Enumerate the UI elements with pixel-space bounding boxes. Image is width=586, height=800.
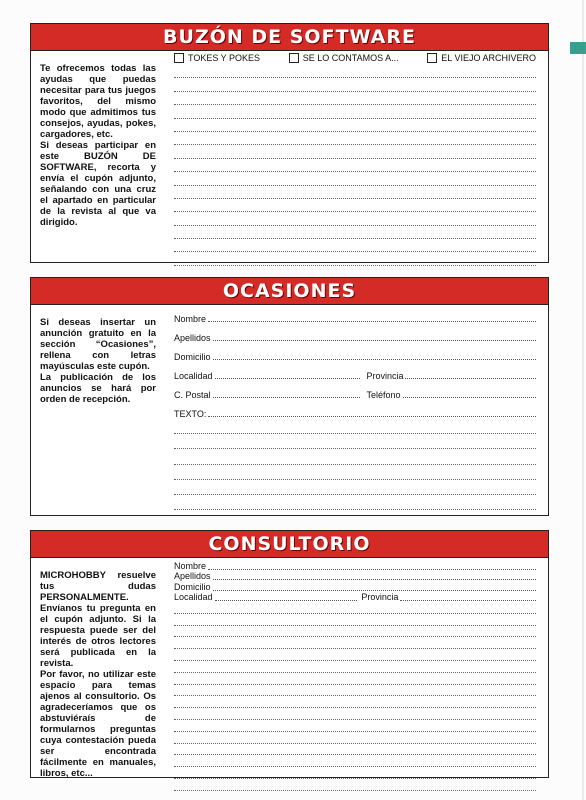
- ocasiones-coupon: [30, 277, 549, 516]
- write-line[interactable]: [174, 495, 536, 510]
- telefono-input[interactable]: [403, 387, 537, 398]
- localidad-input[interactable]: [215, 590, 358, 601]
- provincia-field[interactable]: [366, 362, 536, 381]
- write-line[interactable]: [174, 685, 536, 697]
- software-description-p2: Si deseas participar en este BUZÓN DE SOFTWARE, recorta y envía el cupón adjunto, señalando con una cruz el apartado en particular de la revista al que va dirigido.: [40, 140, 156, 228]
- ocasiones-text-lines[interactable]: [174, 419, 536, 510]
- telefono-label: Teléfono: [366, 390, 401, 400]
- apellidos-label: Apellidos: [174, 333, 211, 343]
- option-label: EL VIEJO ARCHIVERO: [441, 53, 536, 63]
- localidad-field[interactable]: [174, 592, 357, 603]
- domicilio-input[interactable]: [213, 580, 536, 591]
- option-viejo-archivero[interactable]: [427, 53, 536, 63]
- consultorio-coupon: [30, 530, 549, 778]
- write-line[interactable]: [174, 602, 536, 614]
- software-description: [40, 63, 156, 228]
- write-line[interactable]: [174, 480, 536, 495]
- software-title: BUZÓN DE SOFTWARE: [163, 26, 416, 48]
- write-line[interactable]: [174, 649, 536, 661]
- consultorio-question-lines[interactable]: [174, 602, 536, 791]
- consultorio-description-p1: MICROHOBBY resuelve tus dudas PERSONALMENTE. Envíanos tu pregunta en el cupón adjunto. Si la respuesta puede ser del interés de otros lectores será publicada en la revista.: [40, 570, 156, 669]
- provincia-input[interactable]: [400, 590, 536, 601]
- checkbox-se-lo-contamos[interactable]: [289, 53, 299, 63]
- ocasiones-form: [174, 305, 536, 510]
- option-tokes-y-pokes[interactable]: [174, 53, 260, 63]
- cpostal-input[interactable]: [213, 387, 361, 398]
- write-line[interactable]: [174, 145, 536, 158]
- software-description-p1: Te ofrecemos todas las ayudas que puedas necesitar para tus juegos favoritos, del mismo modo que admitimos tus consejos, ayudas, pokes, cargadores, etc.: [40, 63, 156, 140]
- write-line[interactable]: [174, 419, 536, 434]
- write-line[interactable]: [174, 755, 536, 767]
- write-line[interactable]: [174, 767, 536, 779]
- write-line[interactable]: [174, 226, 536, 239]
- write-line[interactable]: [174, 626, 536, 638]
- texto-label: TEXTO:: [174, 409, 207, 419]
- write-line[interactable]: [174, 92, 536, 105]
- write-line[interactable]: [174, 732, 536, 744]
- write-line[interactable]: [174, 239, 536, 252]
- nombre-label: Nombre: [174, 314, 207, 324]
- checkbox-viejo-archivero[interactable]: [427, 53, 437, 63]
- domicilio-label: Domicilio: [174, 352, 211, 362]
- option-label: TOKES Y POKES: [188, 53, 261, 63]
- write-line[interactable]: [174, 614, 536, 626]
- apellidos-input[interactable]: [213, 330, 536, 341]
- checkbox-tokes-y-pokes[interactable]: [174, 53, 184, 63]
- write-line[interactable]: [174, 186, 536, 199]
- nombre-label: Nombre: [174, 560, 207, 571]
- option-label: SE LO CONTAMOS A...: [302, 53, 399, 63]
- domicilio-label: Domicilio: [174, 581, 211, 592]
- apellidos-label: Apellidos: [174, 571, 211, 581]
- consultorio-title: CONSULTORIO: [208, 533, 371, 555]
- nombre-input[interactable]: [208, 559, 536, 570]
- provincia-label: Provincia: [361, 592, 399, 602]
- write-line[interactable]: [174, 252, 536, 265]
- write-line[interactable]: [174, 661, 536, 673]
- write-line[interactable]: [174, 119, 536, 132]
- domicilio-field[interactable]: [174, 343, 536, 362]
- telefono-field[interactable]: [366, 381, 536, 400]
- write-line[interactable]: [174, 199, 536, 212]
- page-edge: [582, 0, 584, 800]
- localidad-field[interactable]: [174, 362, 360, 381]
- software-coupon: [30, 23, 549, 263]
- write-line[interactable]: [174, 159, 536, 172]
- page-tab-marker: [570, 42, 586, 54]
- write-line[interactable]: [174, 172, 536, 185]
- write-line[interactable]: [174, 65, 536, 78]
- ocasiones-description-p1: Si deseas insertar un anunción gratuito en la sección “Ocasiones”, rellena con letras mayúsculas este cupón.: [40, 317, 156, 372]
- localidad-input[interactable]: [215, 368, 361, 379]
- domicilio-input[interactable]: [213, 349, 536, 360]
- provincia-label: Provincia: [366, 371, 404, 381]
- option-se-lo-contamos[interactable]: [289, 53, 399, 63]
- cpostal-label: C. Postal: [174, 390, 211, 400]
- write-line[interactable]: [174, 779, 536, 791]
- apellidos-field[interactable]: [174, 324, 536, 343]
- ocasiones-description-p2: La publicación de los anuncios se hará por orden de recepción.: [40, 372, 156, 405]
- write-line[interactable]: [174, 78, 536, 91]
- software-form: [174, 51, 536, 266]
- apellidos-input[interactable]: [213, 569, 536, 580]
- texto-input[interactable]: [208, 406, 536, 417]
- provincia-input[interactable]: [405, 368, 536, 379]
- write-line[interactable]: [174, 720, 536, 732]
- write-line[interactable]: [174, 637, 536, 649]
- ocasiones-description: [40, 317, 156, 405]
- consultorio-description: [40, 570, 156, 779]
- write-line[interactable]: [174, 132, 536, 145]
- write-line[interactable]: [174, 434, 536, 449]
- write-line[interactable]: [174, 708, 536, 720]
- software-write-lines[interactable]: [174, 65, 536, 266]
- provincia-field[interactable]: [361, 592, 536, 603]
- nombre-input[interactable]: [208, 311, 536, 322]
- write-line[interactable]: [174, 673, 536, 685]
- consultorio-description-p2: Por favor, no utilizar este espacio para temas ajenos al consultorio. Os agradeceríamos que os abstuviéraís de formularnos preguntas cuya contestación pueda ser encontrada fácilmente en manuales, libros, etc...: [40, 669, 156, 779]
- ocasiones-header: [31, 278, 548, 305]
- write-line[interactable]: [174, 465, 536, 480]
- consultorio-form: [174, 560, 536, 791]
- write-line[interactable]: [174, 212, 536, 225]
- write-line[interactable]: [174, 449, 536, 464]
- cpostal-field[interactable]: [174, 381, 360, 400]
- software-options: [174, 51, 536, 65]
- localidad-label: Localidad: [174, 371, 213, 381]
- write-line[interactable]: [174, 696, 536, 708]
- write-line[interactable]: [174, 744, 536, 756]
- write-line[interactable]: [174, 105, 536, 118]
- texto-field[interactable]: [174, 400, 536, 419]
- nombre-field[interactable]: [174, 305, 536, 324]
- software-header: [31, 24, 548, 51]
- consultorio-header: [31, 531, 548, 558]
- localidad-label: Localidad: [174, 592, 213, 602]
- ocasiones-title: OCASIONES: [222, 280, 357, 302]
